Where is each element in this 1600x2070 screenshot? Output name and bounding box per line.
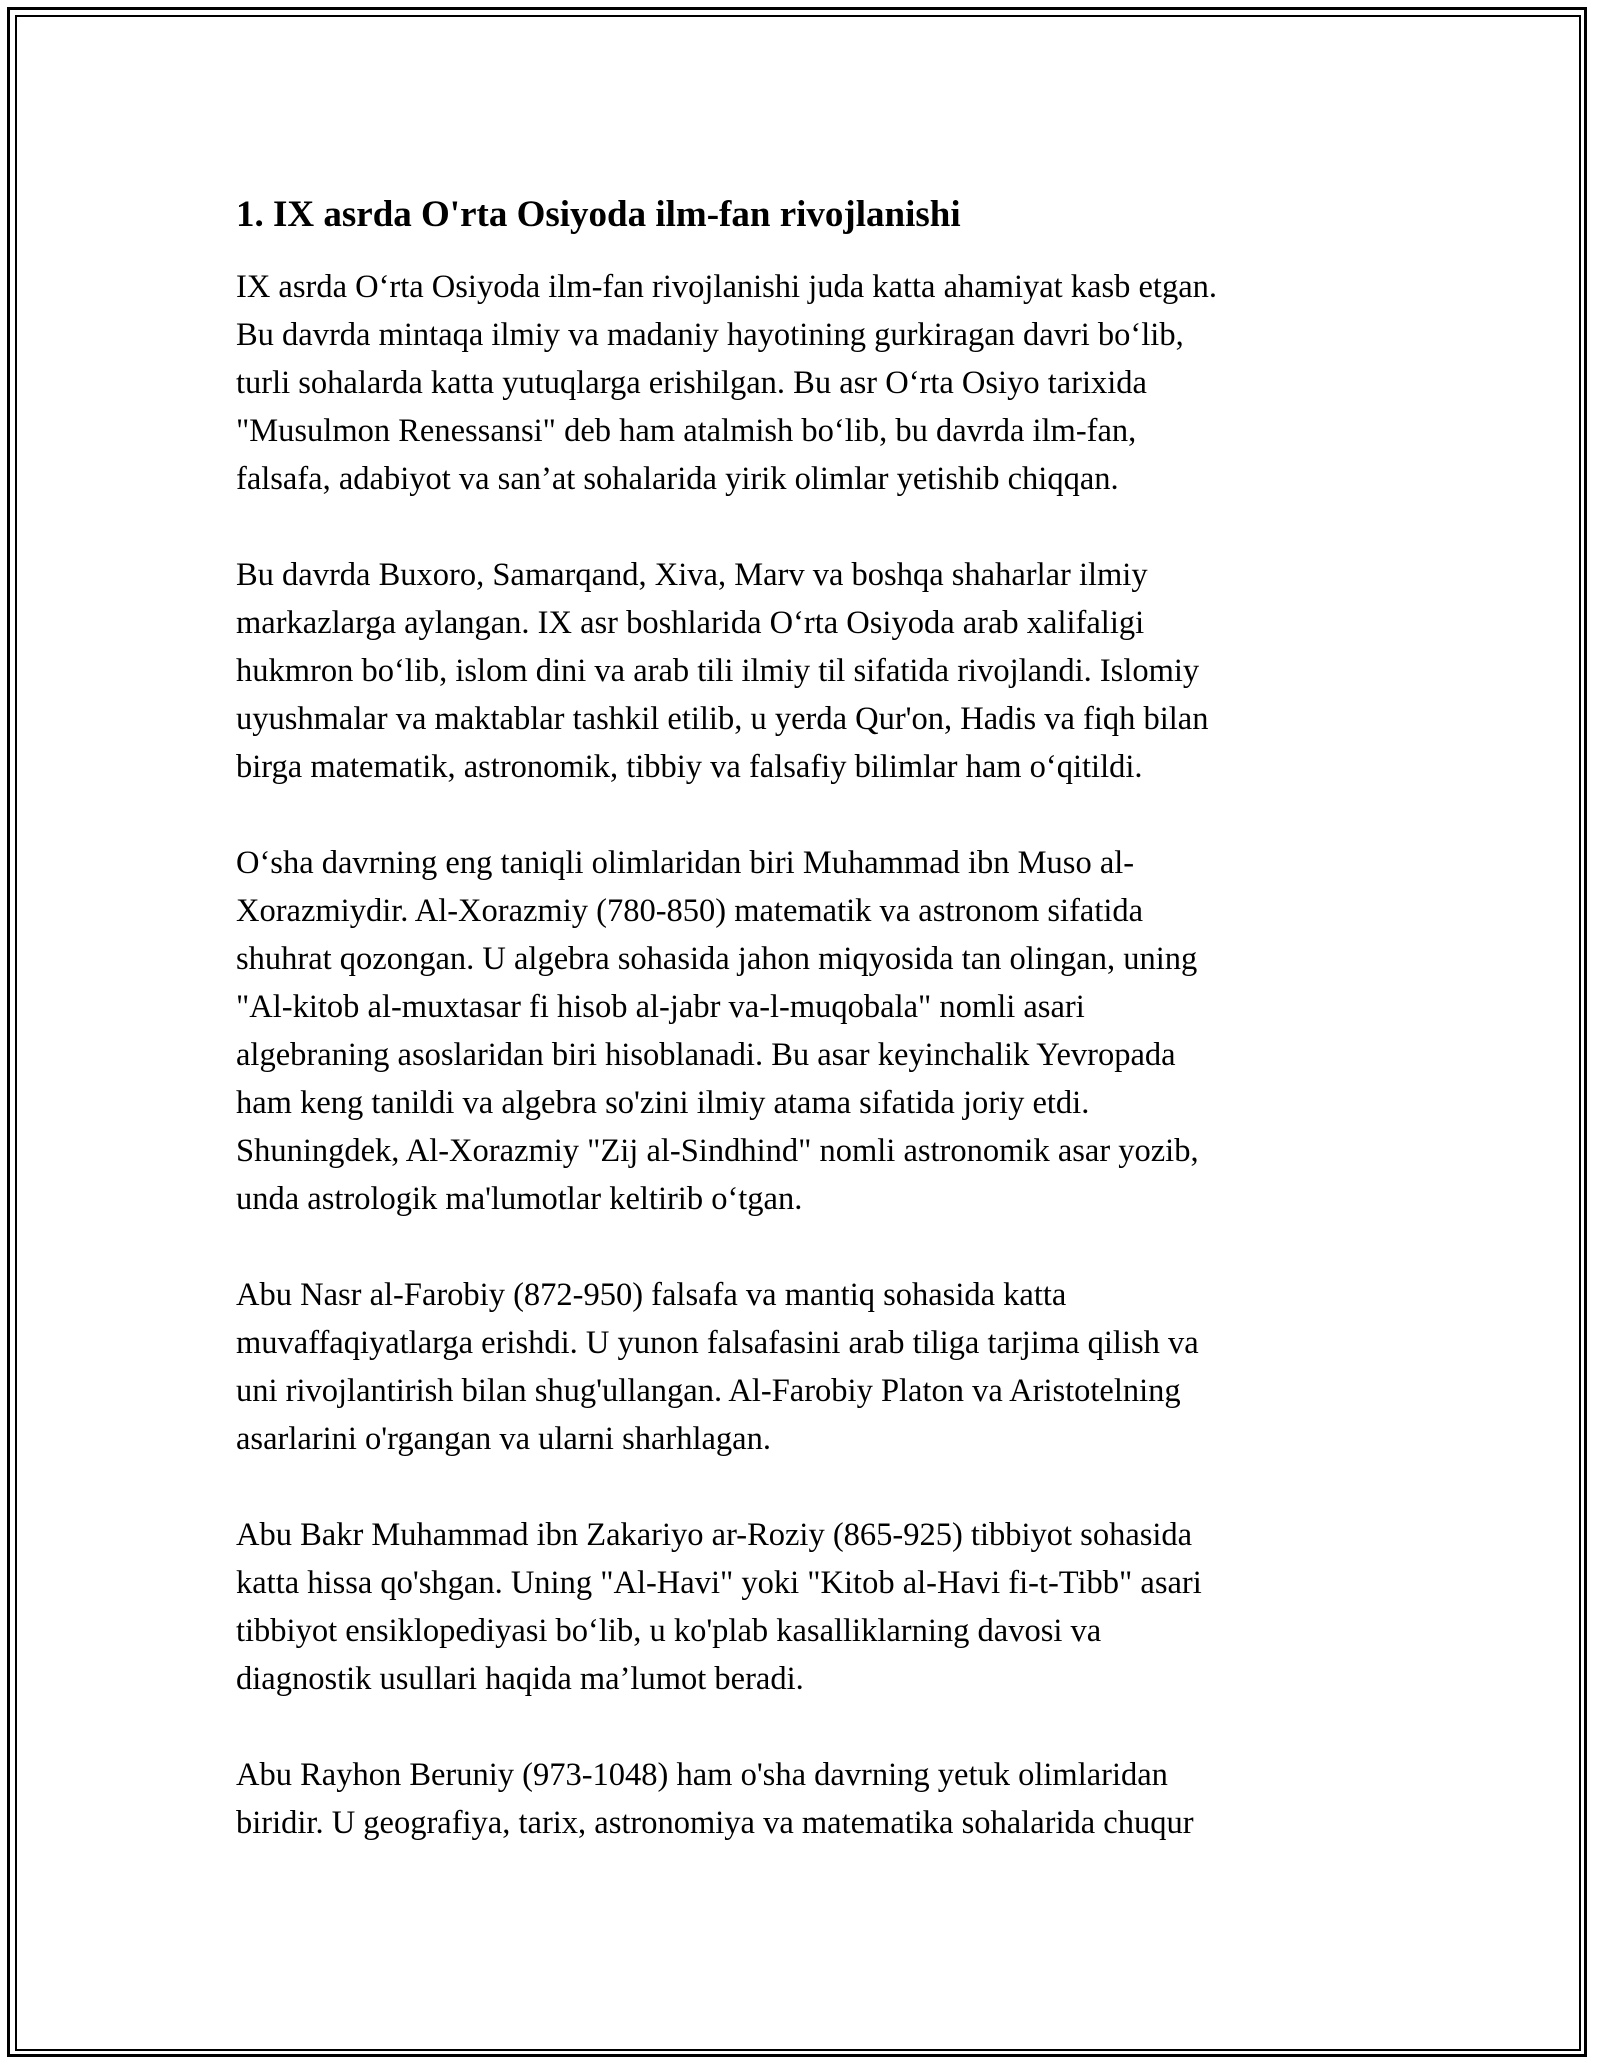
paragraph-line: uyushmalar va maktablar tashkil etilib, u yerda Qur'on, Hadis va fiqh bilan xyxy=(236,701,1209,737)
paragraph-line: birga matematik, astronomik, tibbiy va falsafiy bilimlar ham o‘qitildi. xyxy=(236,749,1143,785)
paragraph-line: Bu davrda Buxoro, Samarqand, Xiva, Marv va boshqa shaharlar ilmiy xyxy=(236,557,1148,593)
paragraph xyxy=(236,551,1356,791)
paragraph-line: Shuningdek, Al-Xorazmiy "Zij al-Sindhind" nomli astronomik asar yozib, xyxy=(236,1133,1199,1169)
paragraph-line: unda astrologik ma'lumotlar keltirib o‘tgan. xyxy=(236,1181,803,1217)
paragraph xyxy=(236,263,1356,503)
paragraph xyxy=(236,1751,1356,1847)
paragraph-line: Abu Rayhon Beruniy (973-1048) ham o'sha davrning yetuk olimlaridan xyxy=(236,1757,1168,1793)
paragraph-line: katta hissa qo'shgan. Uning "Al-Havi" yoki "Kitob al-Havi fi-t-Tibb" asari xyxy=(236,1565,1202,1601)
paragraph-line: Xorazmiydir. Al-Xorazmiy (780-850) matematik va astronom sifatida xyxy=(236,893,1144,929)
paragraph-line: uni rivojlantirish bilan shug'ullangan. Al-Farobiy Platon va Aristotelning xyxy=(236,1373,1181,1409)
paragraph-line: Abu Nasr al-Farobiy (872-950) falsafa va mantiq sohasida katta xyxy=(236,1277,1067,1313)
paragraph-line: "Al-kitob al-muxtasar fi hisob al-jabr va-l-muqobala" nomli asari xyxy=(236,989,1085,1025)
paragraph-line: diagnostik usullari haqida ma’lumot beradi. xyxy=(236,1661,804,1697)
paragraph-line: shuhrat qozongan. U algebra sohasida jahon miqyosida tan olingan, uning xyxy=(236,941,1198,977)
paragraph-line: tibbiyot ensiklopediyasi bo‘lib, u ko'plab kasalliklarning davosi va xyxy=(236,1613,1102,1649)
paragraph-line: muvaffaqiyatlarga erishdi. U yunon falsafasini arab tiliga tarjima qilish va xyxy=(236,1325,1199,1361)
section-heading: 1. IX asrda O'rta Osiyoda ilm-fan rivojlanishi xyxy=(236,194,961,235)
paragraph xyxy=(236,1511,1356,1703)
paragraph-list xyxy=(236,263,1356,1847)
paragraph-line: Bu davrda mintaqa ilmiy va madaniy hayotining gurkiragan davri bo‘lib, xyxy=(236,317,1184,353)
paragraph-line: ham keng tanildi va algebra so'zini ilmiy atama sifatida joriy etdi. xyxy=(236,1085,1090,1121)
paragraph xyxy=(236,839,1356,1223)
document-body xyxy=(236,187,1356,1895)
paragraph-line: "Musulmon Renessansi" deb ham atalmish bo‘lib, bu davrda ilm-fan, xyxy=(236,413,1137,449)
paragraph-line: asarlarini o'rgangan va ularni sharhlagan. xyxy=(236,1421,771,1457)
paragraph-line: turli sohalarda katta yutuqlarga erishilgan. Bu asr O‘rta Osiyo tarixida xyxy=(236,365,1147,401)
paragraph-line: markazlarga aylangan. IX asr boshlarida O‘rta Osiyoda arab xalifaligi xyxy=(236,605,1145,641)
paragraph xyxy=(236,1271,1356,1463)
paragraph-line: biridir. U geografiya, tarix, astronomiya va matematika sohalarida chuqur xyxy=(236,1805,1194,1841)
paragraph-line: Abu Bakr Muhammad ibn Zakariyo ar-Roziy (865-925) tibbiyot sohasida xyxy=(236,1517,1193,1553)
paragraph-line: O‘sha davrning eng taniqli olimlaridan biri Muhammad ibn Muso al- xyxy=(236,845,1135,881)
paragraph-line: hukmron bo‘lib, islom dini va arab tili ilmiy til sifatida rivojlandi. Islomiy xyxy=(236,653,1200,689)
paragraph-line: IX asrda O‘rta Osiyoda ilm-fan rivojlanishi juda katta ahamiyat kasb etgan. xyxy=(236,269,1218,305)
paragraph-line: algebraning asoslaridan biri hisoblanadi. Bu asar keyinchalik Yevropada xyxy=(236,1037,1176,1073)
paragraph-line: falsafa, adabiyot va san’at sohalarida yirik olimlar yetishib chiqqan. xyxy=(236,461,1119,497)
